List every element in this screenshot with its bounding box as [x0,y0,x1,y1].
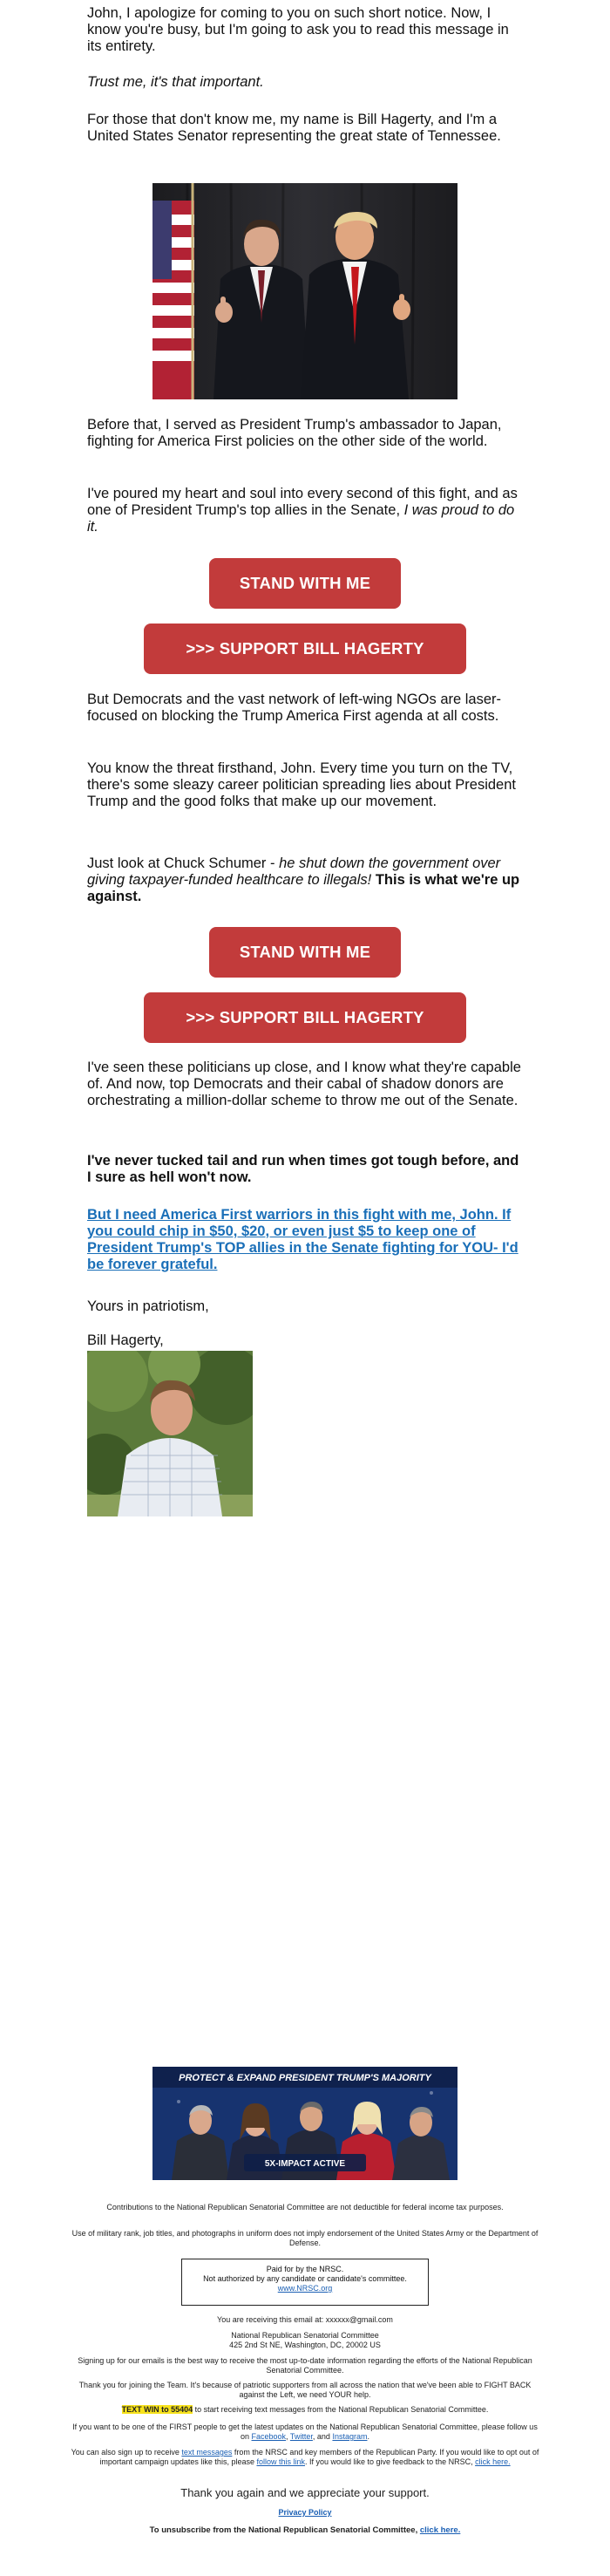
follow-this-link[interactable]: follow this link [256,2457,305,2466]
portrait-illustration [87,1351,253,1516]
social-follow [70,2423,540,2442]
schumer-conclusion: This is what we're up against. [87,872,520,904]
schumer-lead: Just look at Chuck Schumer - [87,855,280,871]
text-signup-rest: to start receiving text messages from the National Republican Senatorial Committee. [193,2405,489,2414]
paid-for-box [181,2259,429,2306]
unsubscribe-line [70,2525,540,2535]
tax-disclaimer: Contributions to the National Republican Senatorial Committee are not deductible for federal income tax purposes. [106,2203,504,2211]
ngo-paragraph: But Democrats and the vast network of left-wing NGOs are laser-focused on blocking the Trump America First agenda at all costs. [87,692,502,724]
sign-off: Yours in patriotism, [87,1298,209,1314]
social-period: . [367,2432,369,2441]
intro-paragraph: John, I apologize for coming to you on such short notice. Now, I know you're busy, but I'm going to ask you to read this message in its entirety. [87,5,509,54]
text-signup [70,2405,540,2415]
hagerty-portrait [87,1351,253,1516]
photo-illustration [152,183,458,399]
support-bill-hagerty-button[interactable]: >>> SUPPORT BILL HAGERTY [144,624,466,674]
signup-note: Signing up for our emails is the best way to receive the most up-to-date information regarding the efforts of the National Republican Senatorial Committee. [78,2356,532,2375]
allies-paragraph [87,486,523,535]
introduction-paragraph: For those that don't know me, my name is Bill Hagerty, and I'm a United States Senator representing the great state of Tennessee. [87,112,501,144]
text-win-highlight: TEXT WIN to 55404 [121,2405,193,2414]
donate-link[interactable]: But I need America First warriors in this fight with me, John. If you could chip in $50, $20, or even just $5 to keep one of President Trump's TOP allies in the Senate fighting for YOU- I'd be forever grateful. [87,1207,518,1272]
nrsc-website-link[interactable]: www.NRSC.org [277,2284,333,2293]
nrsc-address [70,2331,540,2350]
opt-out-mid: from the NRSC and key members of the Republican Party. If you would like to opt out of important campaign updates like this, please [99,2448,539,2466]
majority-banner[interactable] [152,2067,458,2180]
nrsc-street: 425 2nd St NE, Washington, DC, 20002 US [229,2341,381,2349]
opt-out-lead: You can also sign up to receive [71,2448,182,2457]
ambassador-paragraph: Before that, I served as President Trump's ambassador to Japan, fighting for America First policies on the other side of the world. [87,417,502,449]
privacy-policy-link[interactable]: Privacy Policy [278,2508,332,2517]
banner-subtitle: 5X-IMPACT ACTIVE [264,2159,346,2169]
closing-thanks: Thank you again and we appreciate your support. [180,2486,430,2499]
schumer-claim: he shut down the government over giving taxpayer-funded healthcare to illegals! [87,855,501,888]
unsubscribe-link[interactable]: click here. [419,2525,461,2535]
recipient-email: You are receiving this email at: xxxxxx@gmail.com [217,2315,393,2324]
privacy-policy-line [70,2508,540,2518]
military-disclaimer: Use of military rank, job titles, and photographs in uniform does not imply endorsement of the United States Army or the Department of Defense. [71,2229,539,2247]
stand-with-me-button[interactable]: STAND WITH ME [209,558,401,609]
social-lead: If you want to be one of the FIRST people to get the latest updates on the National Republican Senatorial Committee, please follow us on [72,2423,538,2441]
unsubscribe-text: To unsubscribe from the National Republican Senatorial Committee, [149,2525,420,2535]
social-and: , and [312,2432,333,2441]
stand-with-me-button-2[interactable]: STAND WITH ME [209,927,401,978]
banner-headline: PROTECT & EXPAND PRESIDENT TRUMP'S MAJORITY [179,2073,431,2083]
feedback-link[interactable]: click here. [475,2457,511,2466]
opt-out-note [70,2448,540,2467]
allies-emphasis: I was proud to do it. [87,502,515,535]
banner-illustration [152,2067,458,2180]
signature-name: Bill Hagerty, [87,1332,164,1348]
resolve-paragraph: I've never tucked tail and run when times got tough before, and I sure as hell won't now. [87,1153,519,1185]
scheme-paragraph: I've seen these politicians up close, and I know what they're capable of. And now, top Democrats and their cabal of shadow donors are orchestrating a million-dollar scheme to throw me out of the Senate. [87,1060,521,1108]
facebook-link[interactable]: Facebook [251,2432,287,2441]
support-bill-hagerty-button-2[interactable]: >>> SUPPORT BILL HAGERTY [144,992,466,1043]
feedback-lead: . If you would like to give feedback to the NRSC, [305,2457,476,2466]
hagerty-trump-photo [152,183,458,399]
not-authorized-line: Not authorized by any candidate or candidate's committee. [203,2274,407,2283]
text-messages-link[interactable]: text messages [181,2448,233,2457]
allies-text: I've poured my heart and soul into every second of this fight, and as one of President Trump's top allies in the Senate, [87,486,518,518]
social-comma: , [286,2432,290,2441]
thank-you-note: Thank you for joining the Team. It's because of patriotic supporters from all across the nation that we've been able to FIGHT BACK against the Left, we need YOUR help. [78,2381,532,2399]
paid-for-line: Paid for by the NRSC. [266,2265,344,2273]
schumer-paragraph [87,855,523,905]
instagram-link[interactable]: Instagram [332,2432,368,2441]
nrsc-name: National Republican Senatorial Committee [231,2331,379,2340]
emphasis-paragraph: Trust me, it's that important. [87,74,264,90]
twitter-link[interactable]: Twitter [289,2432,313,2441]
threat-paragraph: You know the threat firsthand, John. Every time you turn on the TV, there's some sleazy career politician spreading lies about President Trump and the good folks that make up our movement. [87,760,516,809]
